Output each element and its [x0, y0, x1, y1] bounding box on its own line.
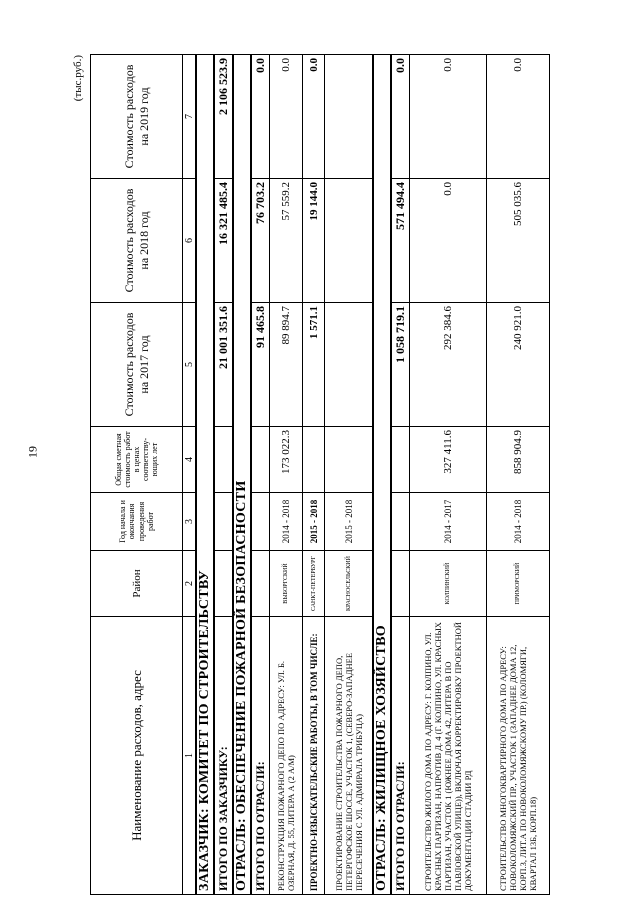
item-district: ПРИМОРСКИЙ — [487, 551, 550, 617]
table-row — [270, 55, 303, 895]
item-cost-2017: 1 571.1 — [303, 303, 325, 427]
customer-total-2018: 16 321 485.4 — [214, 179, 233, 303]
housing-total-2018: 571 494.4 — [391, 179, 410, 303]
header-district: Район — [91, 551, 183, 617]
item-name: ПРОЕКТИРОВАНИЕ СТРОИТЕЛЬСТВА ПОЖАРНОГО ДЕПО, ПЕТЕРГОФСКОЕ ШОССЕ, УЧАСТОК 1, (СЕВЕРО-ЗАПАДНЕЕ ПЕРЕСЕЧЕНИЯ С УЛ. АДМИРАЛА ТРИБУЦА) — [325, 617, 374, 895]
item-district: КОЛПИНСКИЙ — [410, 551, 487, 617]
item-cost-2018 — [325, 179, 374, 303]
header-total-cost: Общая сметная стоимость работ в ценах соответству-ющих лет — [91, 427, 183, 493]
item-cost-2019: 0.0 — [270, 55, 303, 179]
item-years: 2014 - 2018 — [270, 493, 303, 551]
page-number: 19 — [25, 446, 40, 458]
column-number: 7 — [183, 55, 197, 179]
fire-safety-total-label: ИТОГО ПО ОТРАСЛИ: — [251, 617, 270, 895]
fire-safety-title: ОТРАСЛЬ: ОБЕСПЕЧЕНИЕ ПОЖАРНОЙ БЕЗОПАСНОСТИ — [233, 55, 251, 895]
item-total-cost: 858 904.9 — [487, 427, 550, 493]
housing-total-2017: 1 058 719.1 — [391, 303, 410, 427]
item-cost-2017: 240 921.0 — [487, 303, 550, 427]
rotated-page-content — [72, 55, 550, 895]
customer-total-row — [214, 55, 233, 895]
item-name: СТРОИТЕЛЬСТВО ЖИЛОГО ДОМА ПО АДРЕСУ: Г. КОЛПИНО, УЛ. КРАСНЫХ ПАРТИЗАН, НАПРОТИВ Д. 4 (Г. КОЛПИНО, УЛ. КРАСНЫХ ПАРТИЗАН, УЧАСТОК 1 (ЮЖНЕЕ ДОМА 42, ЛИТЕРА В ПО ПАВЛОВСКОЙ УЛИЦЕ)), ВКЛЮЧАЯ КОРРЕКТИРОВКУ ПРОЕКТНОЙ ДОКУМЕНТАЦИИ СТАДИИ РД — [410, 617, 487, 895]
item-name: ПРОЕКТНО-ИЗЫСКАТЕЛЬСКИЕ РАБОТЫ, В ТОМ ЧИСЛЕ: — [303, 617, 325, 895]
header-name: Наименование расходов, адрес — [91, 617, 183, 895]
item-district: КРАСНОСЕЛЬСКИЙ — [325, 551, 374, 617]
item-years: 2015 - 2018 — [325, 493, 374, 551]
item-name: СТРОИТЕЛЬСТВО МНОГОКВАРТИРНОГО ДОМА ПО АДРЕСУ: НОВОКОЛОМЯЖСКИЙ ПР., УЧАСТОК 1 (ЗАПАДНЕЕ ДОМА 12, КОРП.3, ЛИТ.А ПО НОВОКОЛОМЯЖСКОМУ ПР.) (КОЛОМЯГИ, КВАРТАЛ 13Б, КОРП.18) — [487, 617, 550, 895]
customer-total-2019: 2 106 523.9 — [214, 55, 233, 179]
customer-section-row — [196, 55, 214, 895]
housing-total-2019: 0.0 — [391, 55, 410, 179]
item-cost-2019: 0.0 — [303, 55, 325, 179]
column-number: 2 — [183, 551, 197, 617]
fire-safety-section-row — [233, 55, 251, 895]
item-cost-2019: 0.0 — [487, 55, 550, 179]
table-row — [303, 55, 325, 895]
fire-safety-total-2019: 0.0 — [251, 55, 270, 179]
item-cost-2018: 505 035.6 — [487, 179, 550, 303]
units-label: (тыс.руб.) — [72, 55, 84, 102]
budget-table — [90, 54, 550, 895]
fire-safety-total-row — [251, 55, 270, 895]
fire-safety-total-2017: 91 465.8 — [251, 303, 270, 427]
item-name: РЕКОНСТРУКЦИЯ ПОЖАРНОГО ДЕПО ПО АДРЕСУ: УЛ. Б. ОЗЕРНАЯ, Д. 55, ЛИТЕРА А (2 А/М) — [270, 617, 303, 895]
table-row — [325, 55, 374, 895]
housing-section-row — [373, 55, 391, 895]
column-number: 3 — [183, 493, 197, 551]
housing-total-row — [391, 55, 410, 895]
item-years: 2015 - 2018 — [303, 493, 325, 551]
item-cost-2019 — [325, 55, 374, 179]
column-number: 6 — [183, 179, 197, 303]
header-cost-2019: Стоимость расходов на 2019 год — [91, 55, 183, 179]
customer-total-label: ИТОГО ПО ЗАКАЗЧИКУ: — [214, 617, 233, 895]
item-total-cost — [303, 427, 325, 493]
item-cost-2017: 89 894.7 — [270, 303, 303, 427]
table-row — [487, 55, 550, 895]
item-district: ВЫБОРГСКИЙ — [270, 551, 303, 617]
customer-total-2017: 21 001 351.6 — [214, 303, 233, 427]
fire-safety-total-2018: 76 703.2 — [251, 179, 270, 303]
item-total-cost: 173 022.3 — [270, 427, 303, 493]
item-years: 2014 - 2018 — [487, 493, 550, 551]
housing-total-label: ИТОГО ПО ОТРАСЛИ: — [391, 617, 410, 895]
header-row — [91, 55, 183, 895]
item-years: 2014 - 2017 — [410, 493, 487, 551]
header-cost-2018: Стоимость расходов на 2018 год — [91, 179, 183, 303]
header-years: Год начала и окончания проведения работ — [91, 493, 183, 551]
table-row — [410, 55, 487, 895]
item-district: САНКТ-ПЕТЕРБУРГ — [303, 551, 325, 617]
customer-title: ЗАКАЗЧИК: КОМИТЕТ ПО СТРОИТЕЛЬСТВУ — [196, 55, 214, 895]
column-number: 1 — [183, 617, 197, 895]
column-number-row — [183, 55, 197, 895]
housing-title: ОТРАСЛЬ: ЖИЛИЩНОЕ ХОЗЯЙСТВО — [373, 55, 391, 895]
item-cost-2019: 0.0 — [410, 55, 487, 179]
item-cost-2018: 0.0 — [410, 179, 487, 303]
header-cost-2017: Стоимость расходов на 2017 год — [91, 303, 183, 427]
item-cost-2018: 57 559.2 — [270, 179, 303, 303]
column-number: 4 — [183, 427, 197, 493]
item-cost-2018: 19 144.0 — [303, 179, 325, 303]
item-total-cost — [325, 427, 374, 493]
column-number: 5 — [183, 303, 197, 427]
item-total-cost: 327 411.6 — [410, 427, 487, 493]
item-cost-2017: 292 384.6 — [410, 303, 487, 427]
item-cost-2017 — [325, 303, 374, 427]
